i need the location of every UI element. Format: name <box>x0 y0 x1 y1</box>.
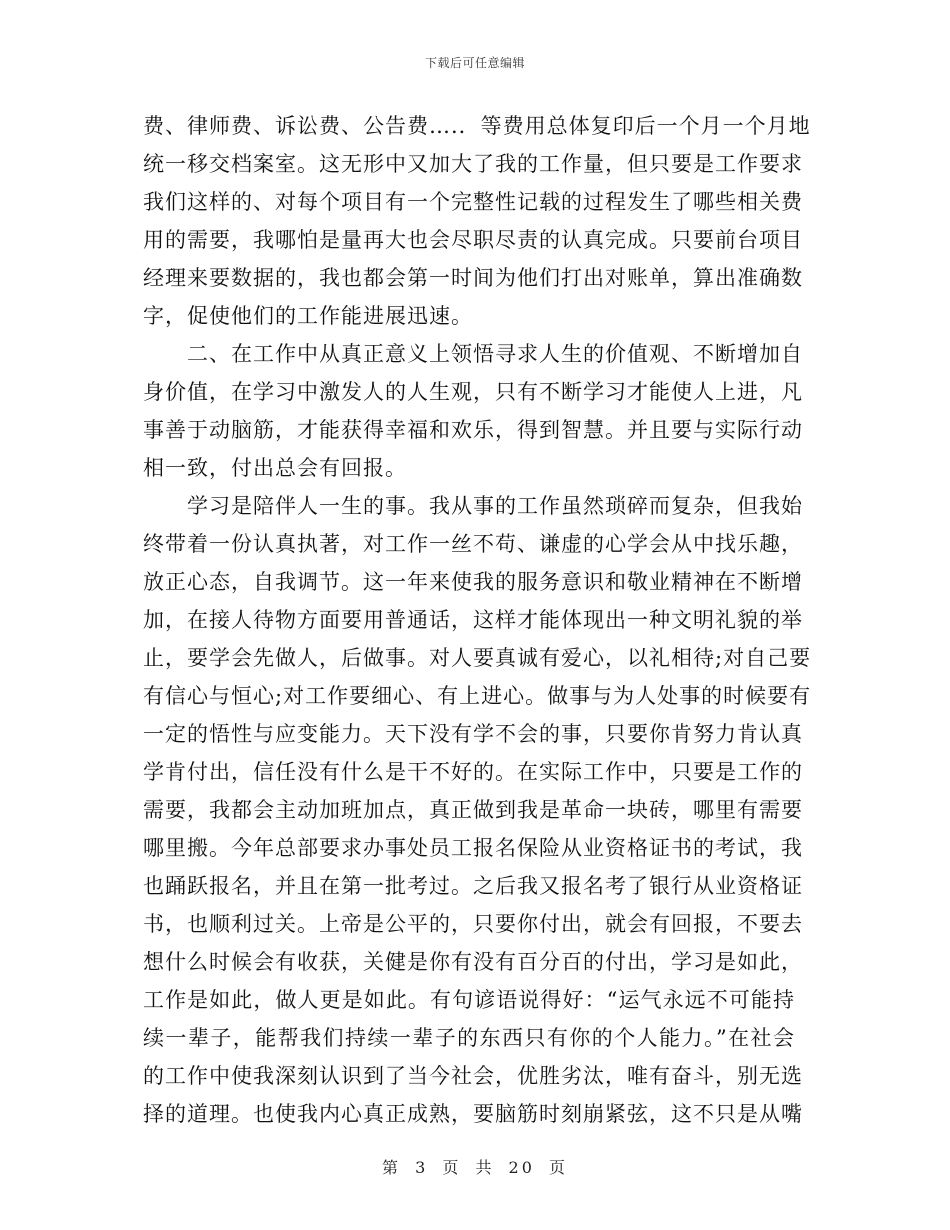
text-line: 想什么时候会有收获，关健是你有没有百分百的付出，学习是如此， <box>143 950 803 974</box>
text-line: 的工作中使我深刻认识到了当今社会，优胜劣汰，唯有奋斗，别无选 <box>143 1064 803 1088</box>
text-line: 用的需要，我哪怕是量再大也会尽职尽责的认真完成。只要前台项目 <box>143 228 803 252</box>
text-line: 需要，我都会主动加班加点，真正做到我是革命一块砖，哪里有需要 <box>143 798 803 822</box>
text-line: 续一辈子，能帮我们持续一辈子的东西只有你的个人能力。”在社会 <box>143 1026 795 1050</box>
text-line: 事善于动脑筋，才能获得幸福和欢乐，得到智慧。并且要与实际行动 <box>143 418 803 442</box>
text-line: 相一致，付出总会有回报。 <box>143 456 407 480</box>
text-line: 二、在工作中从真正意义上领悟寻求人生的价值观、不断增加自 <box>187 342 803 366</box>
text-line: 字，促使他们的工作能进展迅速。 <box>143 304 473 328</box>
text-line: 学肯付出，信任没有什么是干不好的。在实际工作中，只要是工作的 <box>143 760 803 784</box>
text-line: 统一移交档案室。这无形中又加大了我的工作量，但只要是工作要求 <box>143 152 803 176</box>
text-line: 放正心态，自我调节。这一年来使我的服务意识和敬业精神在不断增 <box>143 570 803 594</box>
page-number: 第 3 页 共 20 页 <box>382 1158 568 1177</box>
text-line: 工作是如此，做人更是如此。有句谚语说得好：“运气永远不可能持 <box>143 988 795 1012</box>
text-line: 择的道理。也使我内心真正成熟，要脑筋时刻崩紧弦，这不只是从嘴 <box>143 1102 803 1126</box>
text-line: 我们这样的、对每个项目有一个完整性记载的过程发生了哪些相关费 <box>143 190 803 214</box>
text-line: 书，也顺利过关。上帝是公平的，只要你付出，就会有回报，不要去 <box>143 912 803 936</box>
text-line: 一定的悟性与应变能力。天下没有学不会的事，只要你肯努力肯认真 <box>143 722 803 746</box>
text-line: 学习是陪伴人一生的事。我从事的工作虽然琐碎而复杂，但我始 <box>187 494 803 518</box>
page-header: 下载后可任意编辑 <box>424 56 525 70</box>
text-line: 经理来要数据的，我也都会第一时间为他们打出对账单，算出准确数 <box>143 266 803 290</box>
text-line: 止，要学会先做人，后做事。对人要真诚有爱心，以礼相待;对自己要 <box>143 646 812 670</box>
text-line: 也踊跃报名，并且在第一批考过。之后我又报名考了银行从业资格证 <box>143 874 803 898</box>
text-line: 哪里搬。今年总部要求办事处员工报名保险从业资格证书的考试，我 <box>143 836 803 860</box>
text-line: 有信心与恒心;对工作要细心、有上进心。做事与为人处事的时候要有 <box>143 684 812 708</box>
text-line: 加，在接人待物方面要用普通话，这样才能体现出一种文明礼貌的举 <box>143 608 803 632</box>
text-line: 身价值，在学习中激发人的人生观，只有不断学习才能使人上进，凡 <box>143 380 803 404</box>
text-line: 费、律师费、诉讼费、公告费….．等费用总体复印后一个月一个月地 <box>143 114 811 138</box>
document-body <box>143 107 812 1133</box>
text-line: 终带着一份认真执著，对工作一丝不苟、谦虚的心学会从中找乐趣， <box>143 532 803 556</box>
